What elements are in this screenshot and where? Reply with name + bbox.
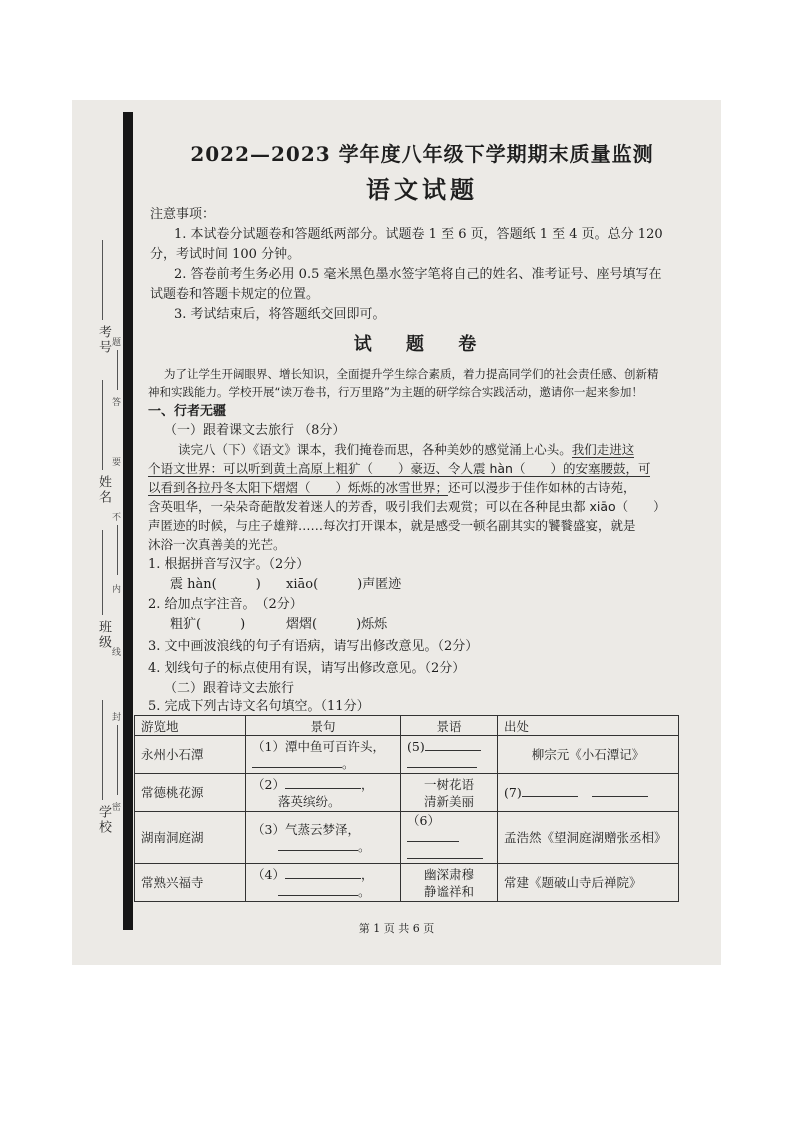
cell-scene-words: 一树花语 清新美丽 xyxy=(401,774,498,812)
table-header-row xyxy=(135,716,679,736)
exam-number-line xyxy=(102,240,103,320)
cell-scene-words: 幽深肃穆 静谧祥和 xyxy=(401,864,498,902)
name-line xyxy=(102,380,103,470)
seal-char: 题 xyxy=(112,338,122,348)
seal-char: 答 xyxy=(112,398,122,408)
passage-line: 含英咀华，一朵朵奇葩散发着迷人的芳香，吸引我们去观赏；可以在各种昆虫都 xiāo（ ） xyxy=(148,499,666,514)
label-exam-number: 考号 xyxy=(96,325,111,355)
wavy-sentence-start: 我们走进这 xyxy=(571,442,635,457)
subsection-travel-with-poems: （二）跟着诗文去旅行 xyxy=(164,681,295,696)
notice-line: 试题卷和答题卡规定的位置。 xyxy=(150,287,320,302)
cell-place: 常德桃花源 xyxy=(135,774,246,812)
poem-fill-table xyxy=(134,715,679,902)
label-class: 班级 xyxy=(96,620,111,650)
subject-title: 语文试题 xyxy=(366,175,478,204)
exam-title: 2022—2023 学年度八年级下学期期末质量监测 xyxy=(190,142,654,166)
table-row xyxy=(135,812,679,864)
class-line xyxy=(102,530,103,615)
seal-char: 要 xyxy=(112,458,122,468)
cell-scene-line[interactable]: （4） ， 。 xyxy=(246,864,401,902)
table-row xyxy=(135,864,679,902)
cell-scene-line[interactable]: （3）气蒸云梦泽， 。 xyxy=(246,812,401,864)
intro-line: 神和实践能力。学校开展“读万卷书，行万里路”为主题的研学综合实践活动，邀请你一起来参加！ xyxy=(148,385,643,399)
col-header-place: 游览地 xyxy=(135,716,246,736)
cell-scene-words[interactable]: （6） xyxy=(401,812,498,864)
subsection-travel-with-texts: （一）跟着课文去旅行 （8分） xyxy=(164,423,346,438)
passage-line: 个语文世界：可以听到黄土高原上粗犷（ ）豪迈、令人震 hàn（ ）的安塞腰鼓，可 xyxy=(148,461,651,476)
passage-line: 读完八（下）《语文》课本，我们掩卷而思，各种美妙的感觉涌上心头。我们走进这 xyxy=(178,442,635,457)
passage-line: 以看到各拉丹冬太阳下熠熠（ ）烁烁的冰雪世界；还可以漫步于佳作如林的古诗苑， xyxy=(148,480,636,495)
notice-line: 2. 答卷前考生务必用 0.5 毫米黑色墨水签字笔将自己的姓名、准考证号、座号填写在 xyxy=(174,267,662,282)
cell-source[interactable]: (7) xyxy=(498,774,679,812)
question-2: 2. 给加点字注音。 （2分） xyxy=(148,597,303,612)
exam-paper xyxy=(72,100,721,965)
school-line xyxy=(102,700,103,800)
notice-line: 分，考试时间 100 分钟。 xyxy=(150,247,301,262)
seal-dash xyxy=(117,350,118,390)
question-1-item: xiāo( )声匿迹 xyxy=(286,577,402,592)
notice-line: 1. 本试卷分试题卷和答题纸两部分。试题卷 1 至 6 页，答题纸 1 至 4 页。总分 120 xyxy=(174,227,663,242)
col-header-scene-line: 景句 xyxy=(246,716,401,736)
underlined-sentence: 以看到各拉丹冬太阳下熠熠（ ）烁烁的冰雪世界； xyxy=(148,480,449,495)
seal-char: 密 xyxy=(112,803,122,813)
intro-line: 为了让学生开阔眼界、增长知识，全面提升学生综合素质，着力提高同学们的社会责任感、创新精 xyxy=(164,367,659,381)
col-header-source: 出处 xyxy=(498,716,679,736)
question-3: 3. 文中画波浪线的句子有语病，请写出修改意见。（2分） xyxy=(148,639,479,654)
cell-scene-line: （1）潭中鱼可百许头， 。 xyxy=(246,736,401,774)
seal-char: 封 xyxy=(112,713,122,723)
cell-source: 常建《题破山寺后禅院》 xyxy=(498,864,679,902)
seal-char: 内 xyxy=(112,585,122,595)
seal-dash xyxy=(117,725,118,795)
question-2-item: 熠熠( )烁烁 xyxy=(286,617,388,632)
cell-place: 永州小石潭 xyxy=(135,736,246,774)
part1-heading: 一、行者无疆 xyxy=(148,404,227,419)
section-title: 试 题 卷 xyxy=(353,334,491,355)
passage-line: 声匿迹的时候，与庄子雄辩……每次打开课本，就是感受一顿名副其实的饕餮盛宴，就是 xyxy=(148,518,636,533)
page-footer: 第 1 页 共 6 页 xyxy=(358,922,435,935)
passage-line: 沐浴一次真善美的光芒。 xyxy=(148,537,286,552)
cell-source: 柳宗元《小石潭记》 xyxy=(498,736,679,774)
cell-place: 湖南洞庭湖 xyxy=(135,812,246,864)
question-5: 5. 完成下列古诗文名句填空。（11分） xyxy=(148,699,370,714)
table-row xyxy=(135,736,679,774)
question-2-item: 粗犷( ) xyxy=(170,617,246,632)
notice-line: 3. 考试结束后，将答题纸交回即可。 xyxy=(174,307,386,322)
seal-char: 不 xyxy=(112,513,122,523)
cell-scene-line[interactable]: （2） ， 落英缤纷。 xyxy=(246,774,401,812)
label-name: 姓名 xyxy=(96,475,111,505)
cell-scene-words[interactable]: (5) xyxy=(401,736,498,774)
binding-bar xyxy=(123,112,133,930)
cell-source: 孟浩然《望洞庭湖赠张丞相》 xyxy=(498,812,679,864)
seal-dash xyxy=(117,525,118,575)
label-school: 学校 xyxy=(96,805,111,835)
col-header-scene-words: 景语 xyxy=(401,716,498,736)
table-row xyxy=(135,774,679,812)
question-1: 1. 根据拼音写汉字。（2分） xyxy=(148,557,310,572)
question-1-item: 震 hàn( ) xyxy=(170,577,261,592)
notice-heading: 注意事项： xyxy=(150,207,216,222)
question-4: 4. 划线句子的标点使用有误，请写出修改意见。（2分） xyxy=(148,661,466,676)
cell-place: 常熟兴福寺 xyxy=(135,864,246,902)
seal-char: 线 xyxy=(112,648,122,658)
